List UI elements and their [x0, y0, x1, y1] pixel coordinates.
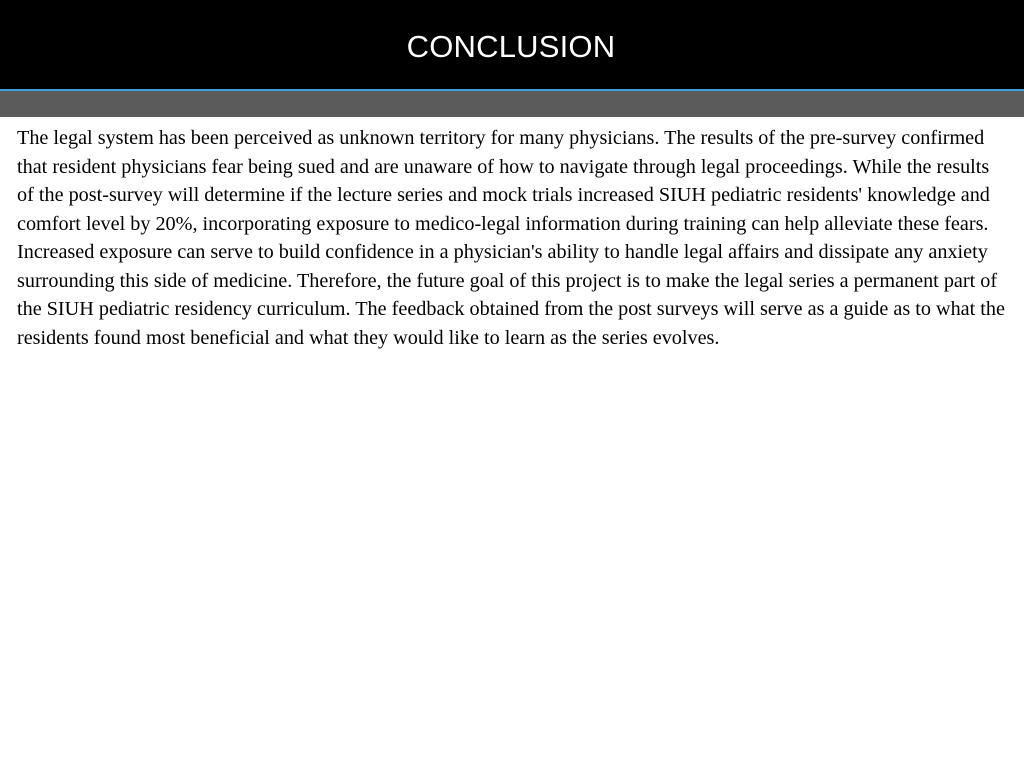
slide-title: CONCLUSION: [406, 28, 616, 64]
title-bar: [0, 0, 1024, 89]
conclusion-paragraph: The legal system has been perceived as unknown territory for many physicians. The results of the pre-survey confirmed that resident physicians fear being sued and are unaware of how to navigate through legal proceedings. While the results of the post-survey will determine if the lecture series and mock trials increased SIUH pediatric residents' knowledge and comfort level by 20%, incorporating exposure to medico-legal information during training can help alleviate these fears. Increased exposure can serve to build confidence in a physician's ability to handle legal affairs and dissipate any anxiety surrounding this side of medicine. Therefore, the future goal of this project is to make the legal series a permanent part of the SIUH pediatric residency curriculum. The feedback obtained from the post surveys will serve as a guide as to what the residents found most beneficial and what they would like to learn as the series evolves.: [17, 127, 1005, 349]
gray-header-band: [0, 91, 1024, 117]
